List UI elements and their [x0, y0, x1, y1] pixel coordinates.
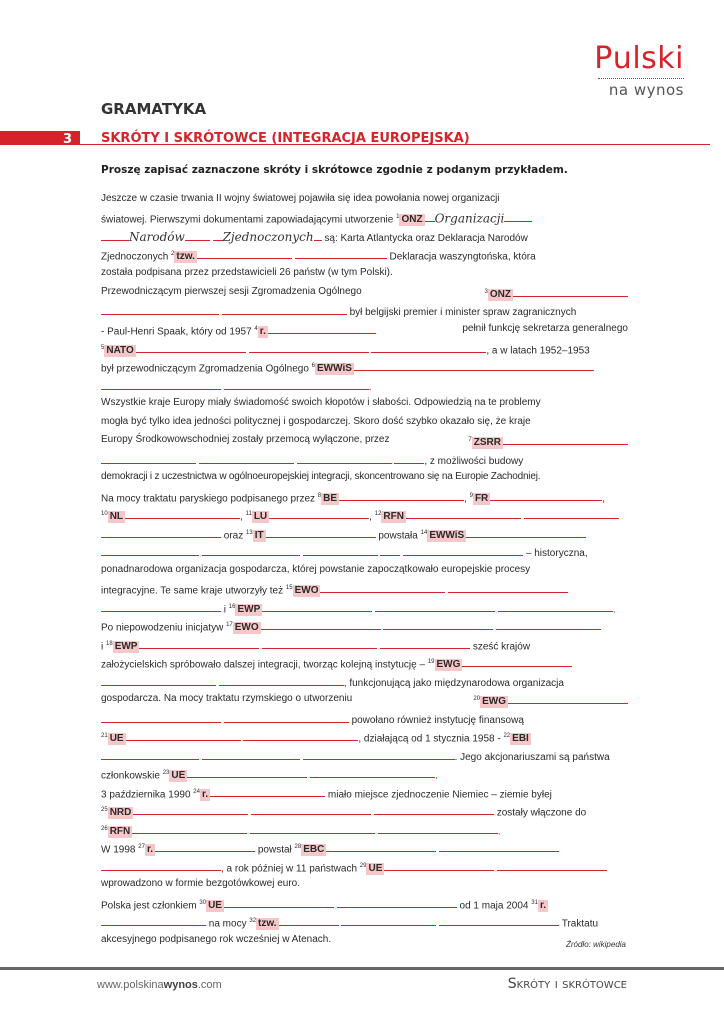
- text-line: Narodów Zjednoczonych są: Karta Atlantycka oraz Deklaracja Narodów: [101, 229, 628, 246]
- text-line: Polska jest członkiem $^{30}$ UE od 1 maja 2004 $^{31}$ r.: [101, 896, 628, 913]
- section-number: 3: [63, 132, 73, 147]
- text-line: , a rok później w 11 państwach $^{29}$ UE: [101, 859, 628, 876]
- abbr-highlight: NATO: [106, 345, 134, 357]
- abbr-highlight: tzw.: [176, 251, 195, 263]
- text-line: , z możliwości budowy: [101, 452, 628, 469]
- text-line: gospodarcza. Na mocy traktatu rzymskiego o utworzeniu $^{20}$ EWG: [101, 692, 628, 709]
- abbr-highlight: BE: [323, 493, 338, 505]
- text-line: Jeszcze w czasie trwania II wojny światowej pojawiła się idea powołania nowej organizacji: [101, 193, 500, 204]
- section-title: SKRÓTY I SKRÓTOWCE (INTEGRACJA EUROPEJSKA): [101, 131, 470, 146]
- abbr-highlight: UE: [208, 900, 222, 912]
- text-line: demokracji i z uczestnictwa w ogólnoeuropejskiej integracji, skoncentrowano się na Europie Zachodniej.: [101, 471, 541, 482]
- handwritten-answer: Organizacji: [434, 211, 505, 226]
- text-line: Zjednoczonych $^2$ tzw. Deklaracja waszyngtońska, która: [101, 247, 628, 264]
- text-line: $^{10}$ NL , $^{11}$ LU , $^{12}$ RFN: [101, 507, 628, 524]
- text-line: i $^{16}$ EWP .: [101, 600, 628, 617]
- page-title: GRAMATYKA: [101, 100, 207, 118]
- text-line: był belgijski premier i minister spraw zagranicznych: [101, 303, 628, 320]
- footer-url[interactable]: www.polskinawynos.com: [97, 979, 222, 991]
- abbr-highlight: IT: [254, 530, 264, 542]
- abbr-highlight: UE: [368, 863, 383, 875]
- abbr-highlight: EWP: [237, 604, 261, 616]
- text-line: , funkcjonującą jako międzynarodowa organizacja: [101, 674, 628, 691]
- text-line: Wszystkie kraje Europy miały świadomość swoich kłopotów i słabości. Odpowiedzią na te problemy: [101, 397, 541, 408]
- text-line: - Paul-Henri Spaak, który od 1957 $^4$ r. pełnił funkcję sekretarza generalnego: [101, 323, 628, 338]
- abbr-highlight: EWO: [234, 622, 259, 634]
- text-line: był przewodniczącym Zgromadzenia Ogólnego $^6$ EWWiS: [101, 359, 628, 376]
- text-line: i $^{18}$ EWP sześć krajów: [101, 637, 628, 654]
- abbr-highlight: tzw.: [258, 918, 277, 930]
- text-line: Po niepowodzeniu inicjatyw $^{17}$ EWO: [101, 618, 628, 635]
- text-line: $^{21}$ UE , działającą od 1 stycznia 1958 - $^{22}$ EBI: [101, 729, 628, 746]
- footer-title: Skróty i skrótowce: [507, 976, 627, 992]
- text-line: 3 października 1990 $^{24}$ r. miało miejsce zjednoczenie Niemiec – ziemie byłej: [101, 785, 628, 802]
- abbr-highlight: r.: [539, 900, 547, 912]
- abbr-highlight: NRD: [109, 807, 132, 819]
- abbr-highlight: EWG: [436, 659, 461, 671]
- text-line: integracyjne. Te same kraje utworzyły też $^{15}$ EWO: [101, 581, 628, 598]
- text-line: na mocy $^{32}$ tzw. Traktatu: [101, 914, 628, 931]
- abbr-highlight: ONZ: [489, 289, 511, 301]
- text-line: została podpisana przez przedstawicieli 26 państw (w tym Polski).: [101, 267, 393, 278]
- text-line: $^5$ NATO , a w latach 1952–1953: [101, 341, 628, 358]
- text-line: oraz $^{13}$ IT powstała $^{14}$ EWWiS: [101, 526, 628, 543]
- abbr-highlight: EWWiS: [317, 363, 352, 375]
- abbr-highlight: NL: [109, 511, 124, 523]
- text-line: akcesyjnego podpisanego rok wcześniej w Atenach.: [101, 934, 332, 945]
- text-line: światowej. Pierwszymi dokumentami zapowiadającymi utworzenie $^1$ ONZ Organizacji: [101, 210, 628, 227]
- text-line: wprowadzono w formie bezgotówkowej euro.: [101, 878, 300, 889]
- text-line: $^{26}$ RFN .: [101, 822, 628, 839]
- text-line: – historyczna,: [101, 544, 628, 561]
- abbr-highlight: r.: [259, 326, 266, 338]
- footer-divider: [0, 967, 724, 970]
- text-line: $^{25}$ NRD zostały włączone do: [101, 803, 628, 820]
- source-note: Źródło: wikipedia: [565, 940, 626, 949]
- handwritten-answer: Narodów: [129, 230, 185, 244]
- text-line: Na mocy traktatu paryskiego podpisanego przez $^8$ BE , $^9$ FR ,: [101, 489, 628, 506]
- abbr-highlight: EWWiS: [429, 530, 465, 542]
- abbr-highlight: r.: [201, 789, 209, 801]
- abbr-highlight: RFN: [383, 511, 404, 523]
- handwritten-answer: Zjednoczonych: [222, 230, 314, 244]
- text-line: W 1998 $^{27}$ r. powstał $^{28}$ EBC: [101, 840, 628, 857]
- text-line: członkowskie $^{23}$ UE .: [101, 766, 628, 783]
- abbr-highlight: UE: [109, 733, 124, 745]
- abbr-highlight: LU: [253, 511, 268, 523]
- abbr-highlight: EWG: [482, 696, 506, 708]
- text-line: założycielskich spróbowało dalszej integracji, tworząc kolejną instytucję – $^{19}$ EWG: [101, 655, 628, 672]
- instruction: Proszę zapisać zaznaczone skróty i skrótowce zgodnie z podanym przykładem.: [101, 164, 568, 176]
- abbr-highlight: UE: [171, 770, 186, 782]
- abbr-highlight: ZSRR: [473, 437, 501, 449]
- text-line: Przewodniczącym pierwszej sesji Zgromadzenia Ogólnego $^3$ ONZ: [101, 285, 628, 302]
- abbr-highlight: EWP: [114, 641, 138, 653]
- brand-logo: Pulski na wynos: [594, 41, 684, 99]
- logo-pin-icon: u: [612, 41, 633, 76]
- abbr-highlight: FR: [474, 493, 489, 505]
- abbr-highlight: EBI: [512, 733, 529, 745]
- text-line: powołano również instytucję finansową: [101, 711, 628, 728]
- abbr-highlight: r.: [146, 844, 154, 856]
- abbr-highlight: ONZ: [401, 214, 423, 226]
- text-line: .: [101, 378, 628, 395]
- text-line: ponadnarodowa organizacja gospodarcza, której powstanie zapoczątkowało europejskie procesy: [101, 564, 531, 575]
- text-line: . Jego akcjonariuszami są państwa: [101, 748, 628, 765]
- text-line: Europy Środkowowschodniej zostały przemocą wyłączone, przez $^7$ ZSRR: [101, 433, 628, 450]
- abbr-highlight: EBC: [303, 844, 325, 856]
- abbr-highlight: EWO: [294, 585, 319, 597]
- abbr-highlight: RFN: [109, 826, 131, 838]
- text-line: mogła być tylko idea jedności politycznej i gospodarczej. Skoro dość szybko okazało się, że kraje: [101, 416, 531, 427]
